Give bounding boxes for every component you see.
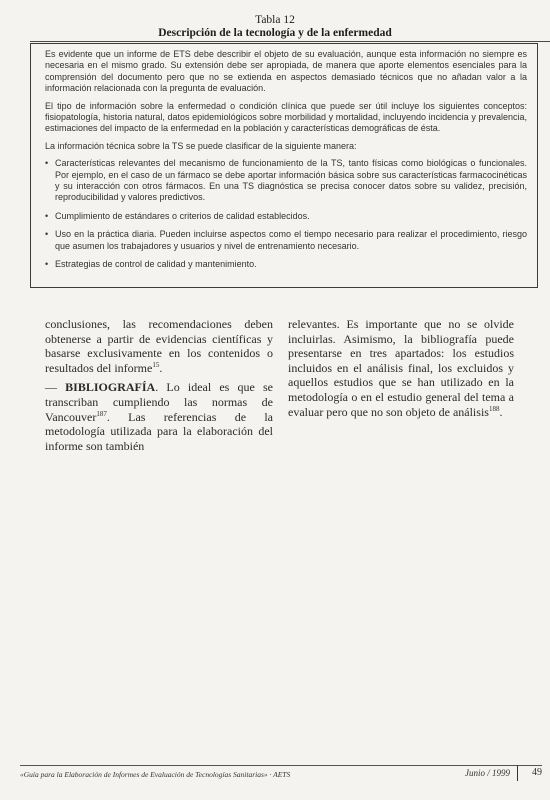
paragraph-end: . (499, 404, 503, 419)
reference-superscript: 15 (152, 360, 160, 369)
footer-citation: «Guía para la Elaboración de Informes de Evaluación de Tecnologías Sanitarias» · AETS (20, 770, 291, 779)
bibliography-term: BIBLIOGRAFÍA (65, 380, 156, 395)
table-paragraph-3: La información técnica sobre la TS se puede clasificar de la siguiente manera: (45, 140, 357, 151)
paragraph-text: relevantes. Es importante que no se olvide incluirlas. Asimismo, la bibliografía puede presentarse en tres apartados: los estudios incluidos en el análisis final, los excluidos y aquellos estudios que se han utilizado en la metodología o en el estudio general del tema a evaluar pero que no son objeto de análisis (288, 317, 514, 419)
list-item (45, 259, 527, 270)
list-item-text: Estrategias de control de calidad y mantenimiento. (55, 259, 257, 270)
em-dash: — (45, 380, 66, 395)
table-paragraph-2: El tipo de información sobre la enfermedad o condición clínica que puede ser útil incluye los siguientes conceptos: fisiopatología, historia natural, datos epidemiológicos sobre morbilidad y mortalidad, incluyendo incidencia y prevalencia, estimaciones del impacto de la enfermedad en la población y características demográficas de ésta. (45, 100, 527, 134)
paragraph-text: . Lo ideal es que se transcriban cumpliendo las normas de Vancouver (45, 380, 274, 424)
list-item-text: Características relevantes del mecanismo de funcionamiento de la TS, tanto físicas como biológicas o funcionales. Por ejemplo, en el caso de un fármaco se debe aportar información básica sobre sus características farmacocinéticas y su interacción con otros fármacos. En una TS diagnóstica se precisa conocer datos sobre su validez, precisión, reproducibilidad y valores predictivos. (55, 158, 527, 203)
body-paragraph (288, 317, 514, 419)
bullet-icon: • (45, 158, 49, 169)
body-paragraph (45, 317, 273, 375)
reference-superscript: 187 (96, 409, 107, 418)
bibliography-paragraph (45, 380, 273, 453)
table-subtitle: Descripción de la tecnología y de la enfermedad (158, 27, 392, 39)
table-bullet-list (45, 158, 527, 270)
table-box (30, 43, 538, 288)
paragraph-text: conclusiones, las recomendaciones deben obtenerse a partir de evidencias científicas y basarse exclusivamente en los contenidos o resultados del informe (45, 317, 273, 375)
body-left-column (45, 317, 273, 458)
paragraph-text: . Las referencias de la metodología utilizada para la elaboración del informe son también (45, 409, 273, 453)
bullet-icon: • (45, 229, 49, 240)
reference-superscript: 188 (488, 404, 500, 413)
page-number: 49 (517, 765, 542, 781)
paragraph-end: . (159, 360, 163, 375)
footer-date: Junio / 1999 (465, 768, 510, 778)
page-footer (20, 768, 542, 782)
footer-rule (20, 765, 542, 766)
bullet-icon: • (45, 259, 49, 270)
table-title: Tabla 12 (255, 14, 295, 26)
bullet-icon: • (45, 210, 49, 221)
list-item (45, 211, 527, 222)
list-item (45, 158, 527, 204)
list-item (45, 229, 527, 252)
list-item-text: Uso en la práctica diaria. Pueden incluirse aspectos como el tiempo necesario para realizar el procedimiento, riesgo que asumen los trabajadores y usuarios y nivel de entrenamiento necesario. (55, 229, 527, 251)
list-item-text: Cumplimiento de estándares o criterios de calidad establecidos. (55, 210, 310, 221)
table-top-rule (30, 41, 550, 42)
body-right-column (288, 317, 514, 424)
table-paragraph-1: Es evidente que un informe de ETS debe describir el objeto de su evaluación, aunque esta información no siempre es necesaria en el mismo grado. Su extensión debe ser apropiada, de manera que aporte elementos esenciales para la comprensión del documento pero que no se extienda en aspectos demasiado técnicos que no añadan valor a la información relacionada con la pregunta de evaluación. (45, 49, 527, 94)
